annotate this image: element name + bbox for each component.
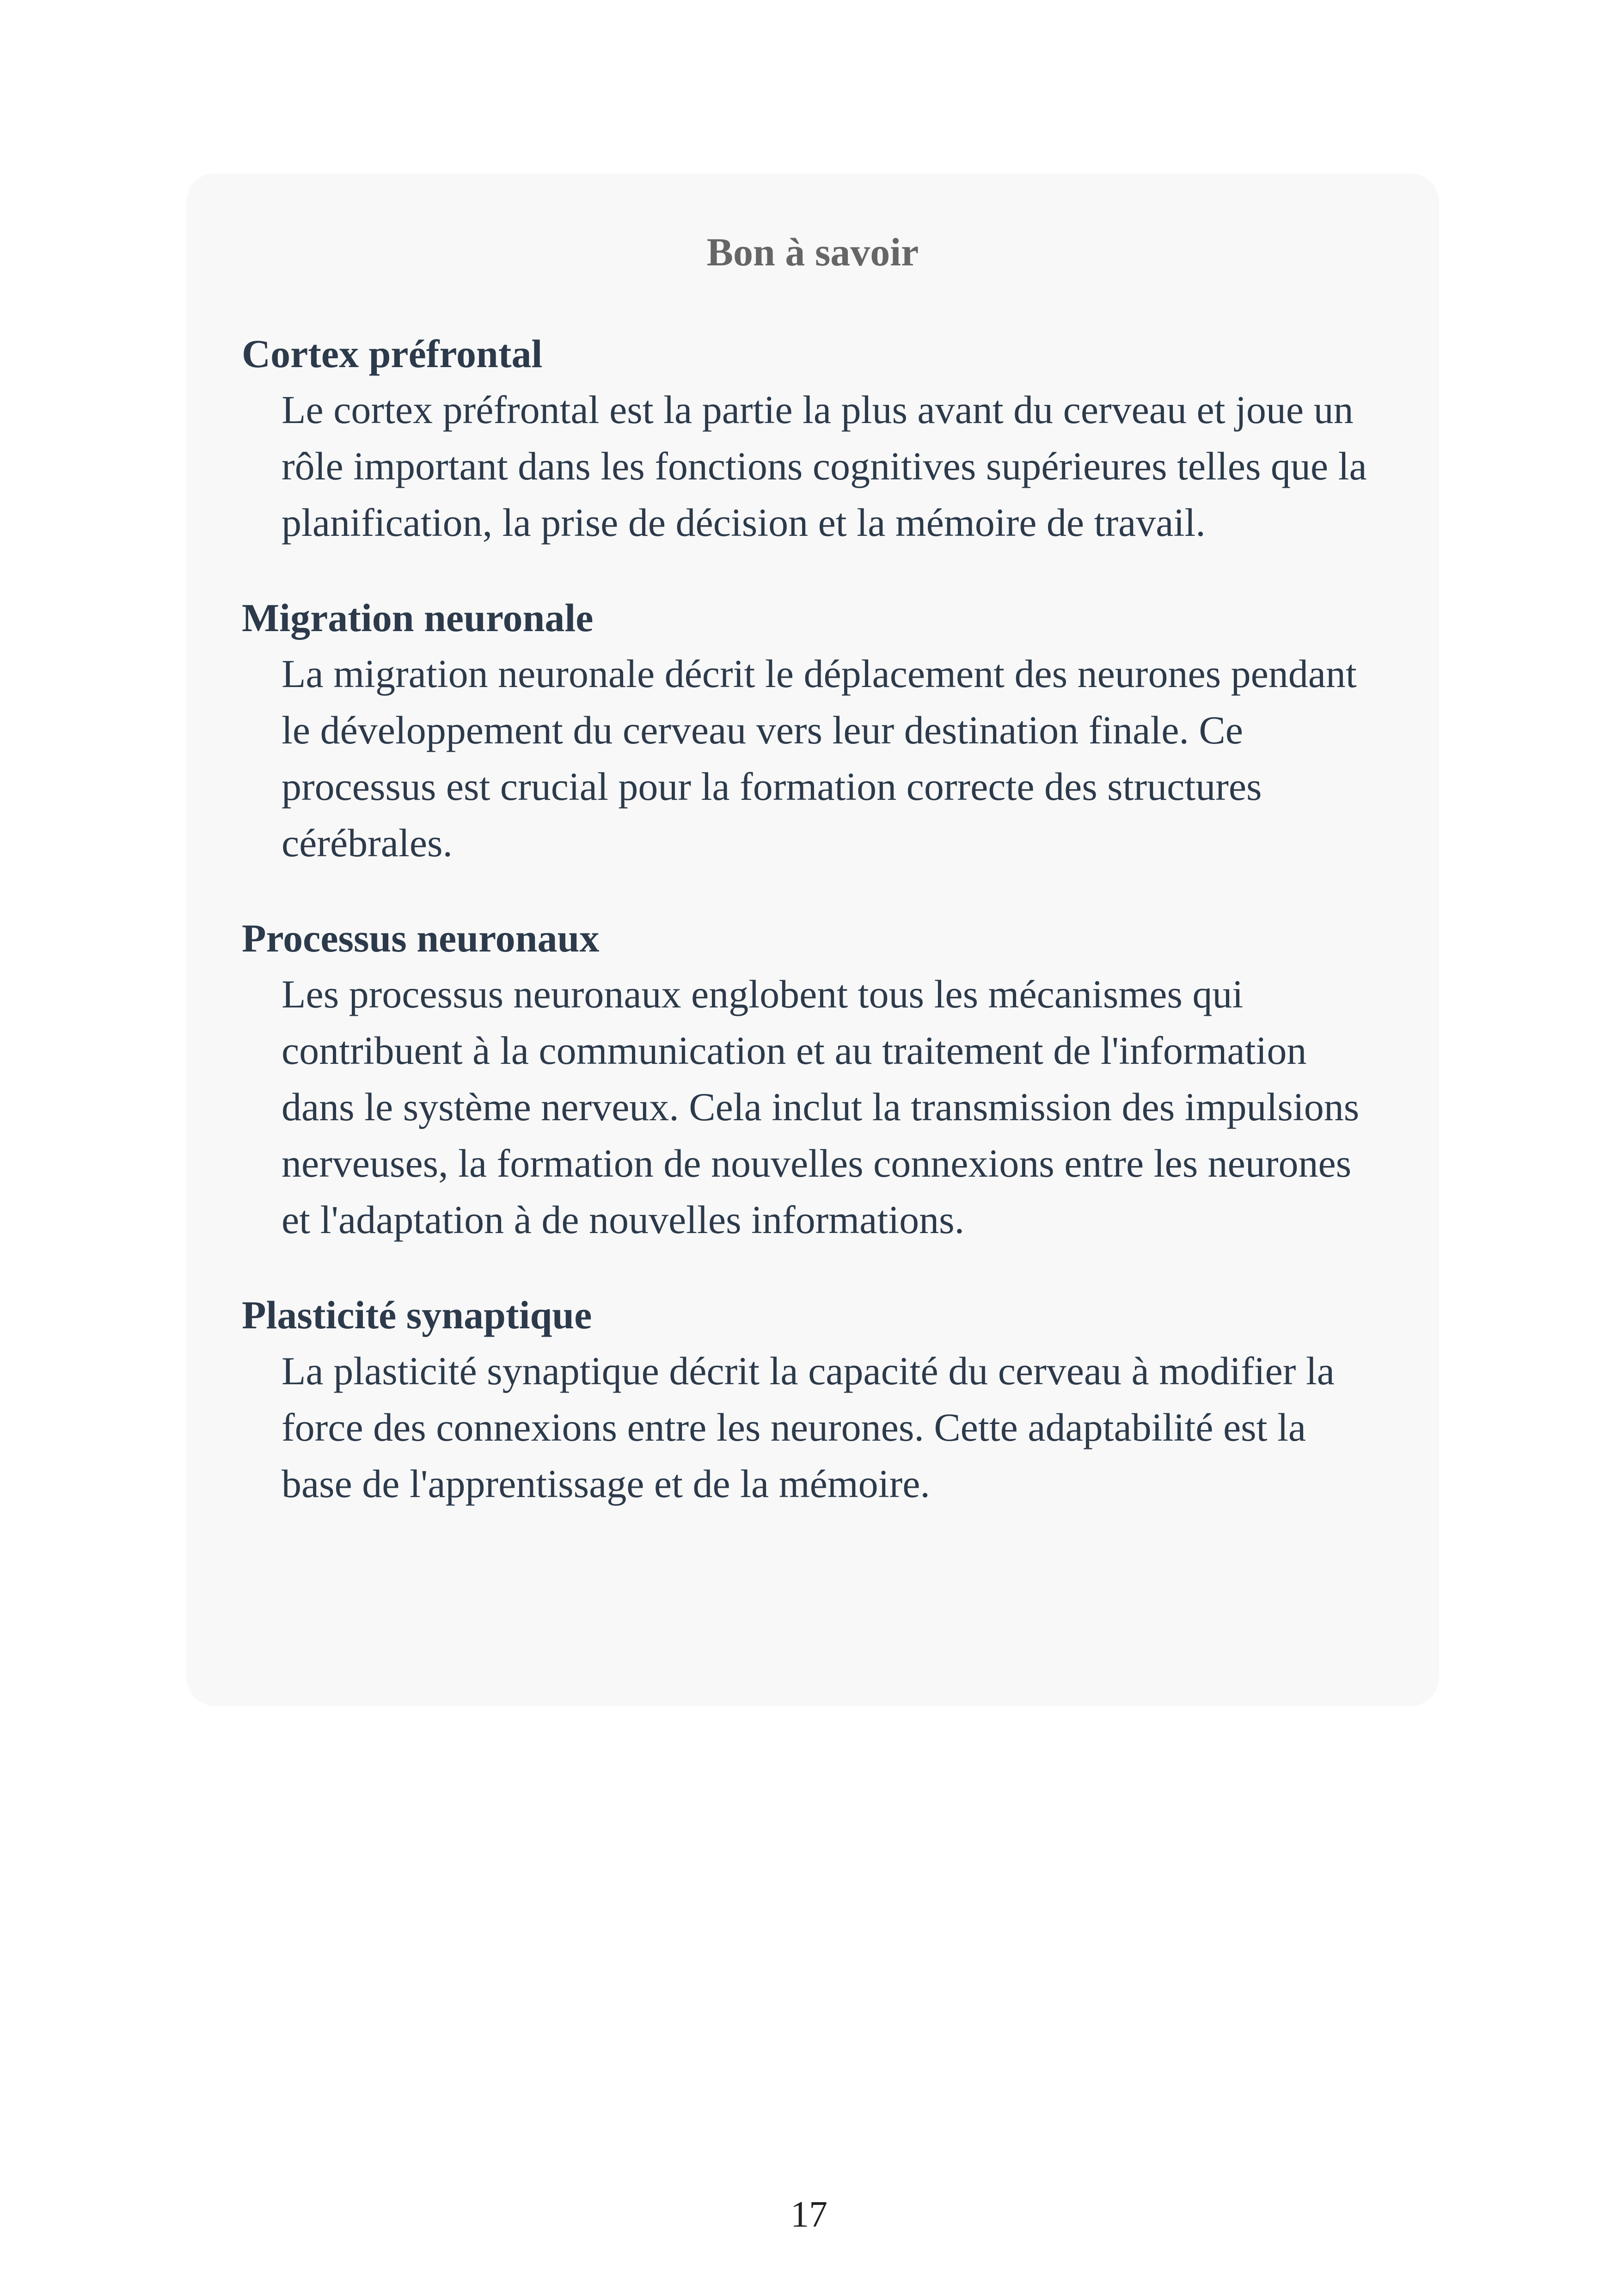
box-title: Bon à savoir — [706, 230, 919, 274]
glossary-term: Cortex préfrontal — [242, 332, 543, 376]
glossary-term: Plasticité synaptique — [242, 1293, 592, 1337]
page-number: 17 — [791, 2194, 827, 2235]
glossary-definition: La plasticité synaptique décrit la capacité du cerveau à modifier la force des connexions entre les neurones. Cette adaptabilité est la base de l'apprentissage et de la mémoire. — [282, 1349, 1335, 1506]
glossary-definition: Les processus neuronaux englobent tous les mécanismes qui contribuent à la communication et au traitement de l'information dans le système nerveux. Cela inclut la transmission des impulsions nerveuses, la formation de nouvelles connexions entre les neurones et l'adaptation à de nouvelles informations. — [282, 972, 1360, 1242]
glossary-definition: La migration neuronale décrit le déplacement des neurones pendant le développement du cerveau vers leur destination finale. Ce processus est crucial pour la formation correcte des structures cérébrales. — [282, 651, 1357, 865]
glossary-term: Processus neuronaux — [242, 916, 600, 960]
glossary-term: Migration neuronale — [242, 595, 594, 640]
glossary-definition: Le cortex préfrontal est la partie la plus avant du cerveau et joue un rôle important dans les fonctions cognitives supérieures telles que la planification, la prise de décision et la mémoire de travail. — [282, 387, 1367, 545]
glossary-list — [242, 326, 1384, 1512]
info-box — [186, 173, 1439, 1706]
